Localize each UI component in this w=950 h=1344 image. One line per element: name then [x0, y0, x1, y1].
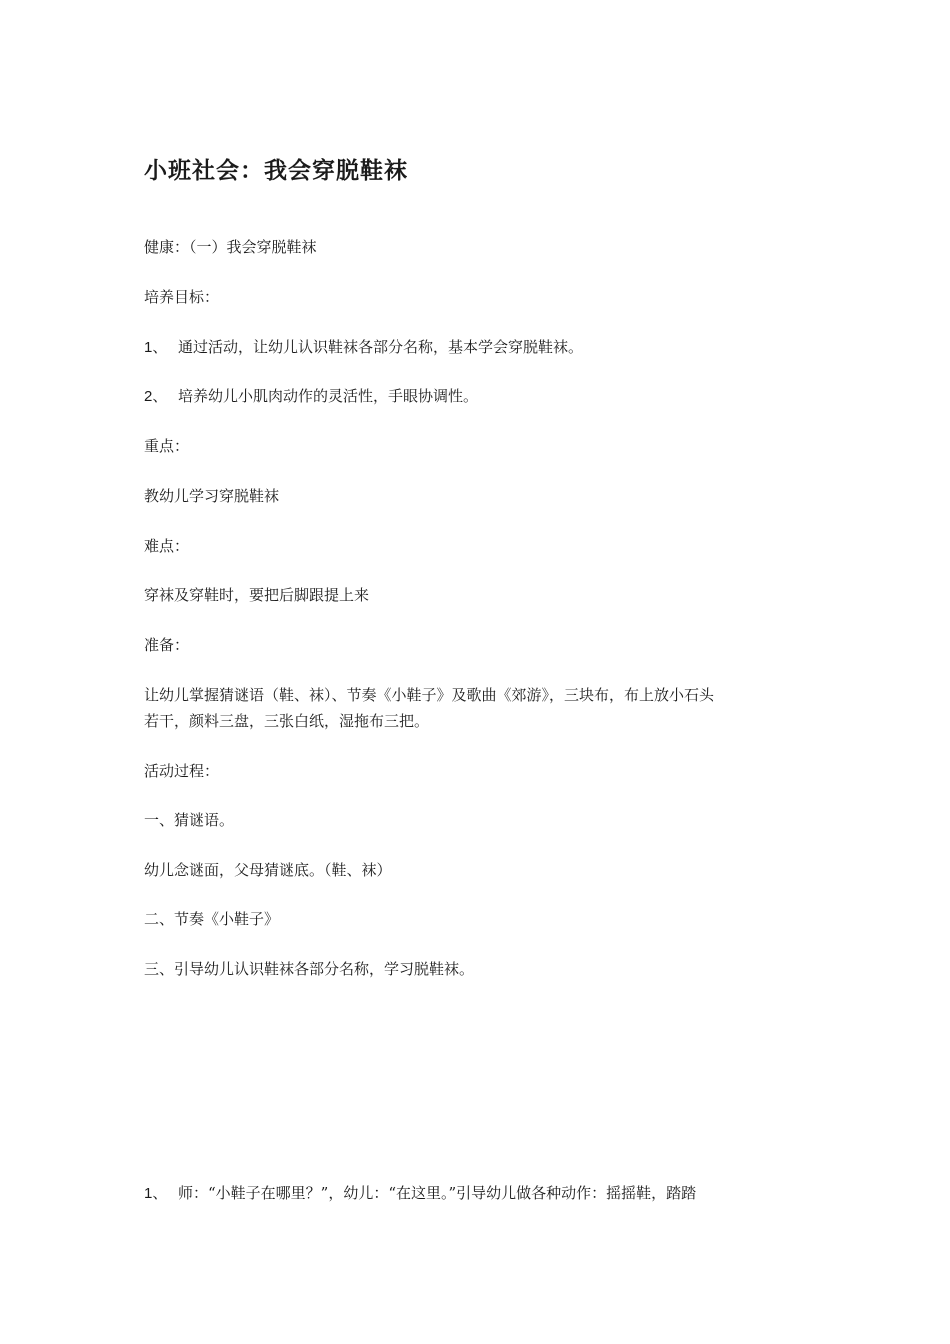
sub-step-1-number: 1、: [144, 1185, 168, 1202]
goals-label: 培养目标：: [144, 288, 220, 306]
document-title: 小班社会：我会穿脱鞋袜: [144, 158, 408, 184]
goal-item-2-text: 培养幼儿小肌肉动作的灵活性，手眼协调性。: [178, 387, 479, 405]
step-2: 二、节奏《小鞋子》: [144, 910, 280, 928]
process-label: 活动过程：: [144, 762, 220, 780]
preparation-line-1: 让幼儿掌握猜谜语（鞋、袜）、节奏《小鞋子》及歌曲《郊游》，三块布，布上放小石头: [144, 686, 715, 704]
goal-item-2: [144, 383, 816, 410]
step-1-detail: 幼儿念谜面，父母猜谜底。（鞋、袜）: [144, 861, 392, 879]
section-heading: 健康：（一）我会穿脱鞋袜: [144, 238, 317, 256]
key-point-label: 重点：: [144, 437, 190, 455]
goal-item-1-number: 1、: [144, 339, 168, 356]
sub-step-1: [144, 1180, 816, 1207]
difficulty-text: 穿袜及穿鞋时，要把后脚跟提上来: [144, 586, 370, 604]
goal-item-2-number: 2、: [144, 388, 168, 405]
goal-item-1-text: 通过活动，让幼儿认识鞋袜各部分名称，基本学会穿脱鞋袜。: [178, 338, 584, 356]
difficulty-label: 难点：: [144, 537, 190, 555]
step-3: 三、引导幼儿认识鞋袜各部分名称，学习脱鞋袜。: [144, 960, 475, 978]
step-1: 一、猜谜语。: [144, 811, 235, 829]
goal-item-1: [144, 334, 816, 361]
preparation-line-2: 若干，颜料三盘，三张白纸，湿拖布三把。: [144, 712, 430, 730]
preparation-label: 准备：: [144, 636, 190, 654]
key-point-text: 教幼儿学习穿脱鞋袜: [144, 487, 280, 505]
sub-step-1-text: 师：“小鞋子在哪里？”，幼儿：“在这里。”引导幼儿做各种动作：摇摇鞋，踏踏: [178, 1184, 697, 1202]
